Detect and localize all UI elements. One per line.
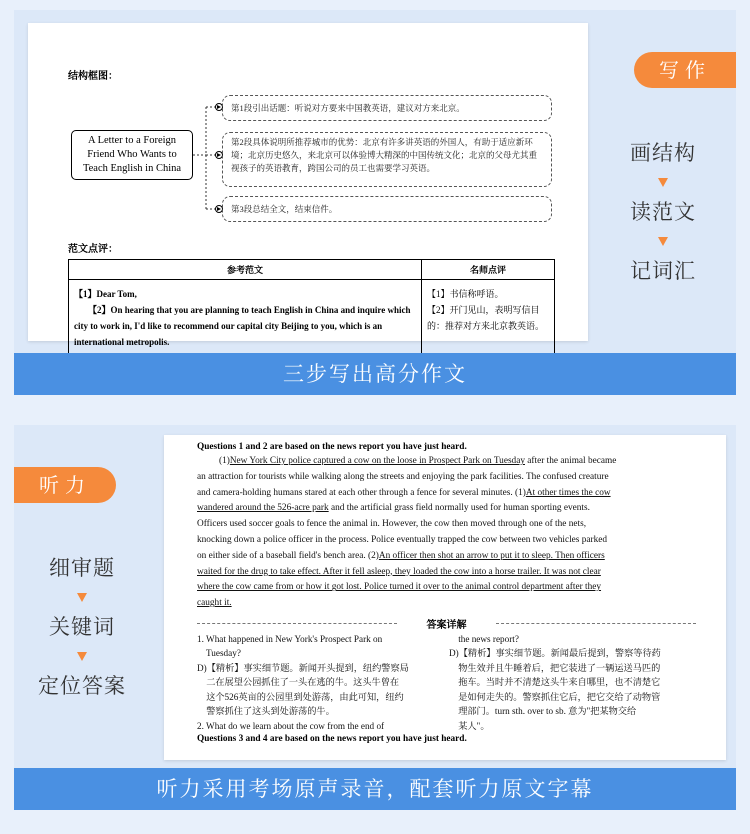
underlined-key-sentence: caught it. [197,598,232,609]
listening-panel [14,425,736,810]
transcript-text-span: after the animal became [524,456,617,466]
transcript-text [197,454,696,612]
answer-line: Tuesday? [197,648,241,659]
answer-line: 警察抓住了这头到处游荡的牛。 [197,706,335,717]
underlined-key-sentence: An officer then shot an arrow to put it to sleep. Then officers [378,550,605,561]
questions-1-2-heading: Questions 1 and 2 are based on the news report you have just heard. [197,442,467,452]
answer-column-right [449,632,689,734]
step-read-sample: 读范文 [630,200,696,224]
teacher-comment-cell [422,280,555,357]
answer-line: 拖车。当时并不清楚这头牛来自哪里，也不清楚它 [449,677,661,688]
listening-banner: 听力采用考场原声录音，配套听力原文字幕 [14,768,736,810]
writing-sample-page [28,23,588,347]
transcript-line [197,580,696,596]
transcript-line [197,486,696,502]
transcript-line [197,454,696,470]
transcript-text-span: (1) [219,456,230,466]
underlined-key-sentence: waited for the drug to take effect. After it fell asleep, they loaded the cow into a horse trailer. It was not clear [197,566,601,577]
down-arrow-icon [77,652,87,661]
writing-tag: 写作 [634,52,736,88]
writing-panel [14,10,736,395]
step-read-question: 细审题 [49,556,115,580]
down-arrow-icon [77,593,87,602]
paragraph-1-box: 第1段引出话题：听说对方要来中国教英语，建议对方来北京。 [222,95,552,121]
transcript-line [197,565,696,581]
answer-line: 2. What do we learn about the cow from the end of [197,720,385,731]
transcript-line [197,517,696,533]
answer-columns [197,632,696,734]
letter-topic-box: A Letter to a Foreign Friend Who Wants to Teach English in China [71,130,193,180]
underlined-key-sentence: New York City police captured a cow on the loose in Prospect Park on Tuesday [229,456,525,466]
answer-line: 1. What happened in New York's Prospect Park on [197,633,383,644]
step-keywords: 关键词 [49,615,115,639]
transcript-line [197,533,696,549]
answer-line: 理部门。turn sth. over to sb. 意为"把某物交给 [449,706,637,717]
writing-steps [630,138,696,286]
answer-line: D)【精析】事实细节题。新闻开头提到，纽约警察局 [197,662,409,673]
teacher-comment-header: 名师点评 [422,260,555,280]
questions-3-4-heading: Questions 3 and 4 are based on the news report you have just heard. [197,734,467,745]
answer-line: D)【精析】事实细节题。新闻最后提到，警察等待药 [449,648,661,659]
comment-line-2: 【2】开门见山，表明写信目的：推荐对方来北京教英语。 [427,305,545,331]
down-arrow-icon [658,178,668,187]
essay-line-1: 【1】Dear Tom, [74,289,137,299]
paragraph-2-box: 第2段具体说明所推荐城市的优势：北京有许多讲英语的外国人，有助于适应新环境；北京历史悠久，来北京可以体验博大精深的中国传统文化；北京的父母尤其重视孩子的英语教育，跨国公司的员工也需要学习英语。 [222,132,552,187]
transcript-text-span: knocking down a police officer in the process. Police eventually trapped the cow between two vehicles parked [197,534,608,545]
transcript-line [197,596,696,612]
transcript-text-span: an attraction for tourists while walking along the streets and enjoying the park facilities. The confused creature [197,471,609,482]
transcript-text-span: and camera-holding humans stared at each other through a fence for several minutes. (1) [197,487,526,498]
sample-essay-header: 参考范文 [69,260,422,280]
structure-diagram-title: 结构框图： [68,71,118,82]
answer-line: 某人"。 [449,720,490,731]
answer-line: 这个526英亩的公园里到处游荡，由此可知，纽约 [197,691,404,702]
answer-column-left [197,632,437,734]
transcript-line [197,549,696,565]
answer-line: 是如何走失的。警察抓住它后，把它交给了动物管 [449,691,661,702]
answer-line: 二在展望公园抓住了一头在逃的牛。这头牛曾在 [197,677,400,688]
answer-line: the news report? [449,633,519,644]
underlined-key-sentence: At other times the cow [525,487,611,498]
transcript-text-span: and the artificial grass field normally used for human sporting events. [328,503,590,514]
comment-line-1: 【1】书信称呼语。 [427,289,504,299]
step-locate-answer: 定位答案 [38,674,126,698]
sample-essay-table [68,259,555,357]
underlined-key-sentence: wandered around the 526-acre park [197,503,329,514]
transcript-line [197,470,696,486]
listening-transcript-page [164,435,726,760]
step-draw-structure: 画结构 [630,141,696,165]
writing-banner: 三步写出高分作文 [14,353,736,395]
paragraph-3-box: 第3段总结全文，结束信件。 [222,196,552,222]
down-arrow-icon [658,237,668,246]
review-title: 范文点评： [68,244,118,255]
underlined-key-sentence: where the cow came from or how it got lost. Police turned it over to the animal control department after they [197,582,602,593]
transcript-text-span: on either side of a baseball field's bench area. (2) [197,550,379,561]
listening-steps [38,553,126,701]
transcript-line [197,501,696,517]
step-memorize-vocab: 记词汇 [630,259,696,283]
answer-line: 物生效并且牛睡着后，把它装进了一辆运送马匹的 [449,662,661,673]
transcript-text-span: Officers used soccer goals to fence the animal in. However, the cow then moved through one of the nets, [197,519,587,530]
answer-explanation-title: 答案详解 [197,616,696,631]
sample-essay-cell [69,280,422,357]
essay-line-2: 【2】On hearing that you are planning to teach English in China and inquire which city to work in, I'd like to recommend our capital city Beijing to you, which is an international metropolis. [74,305,411,347]
listening-tag: 听力 [14,467,116,503]
